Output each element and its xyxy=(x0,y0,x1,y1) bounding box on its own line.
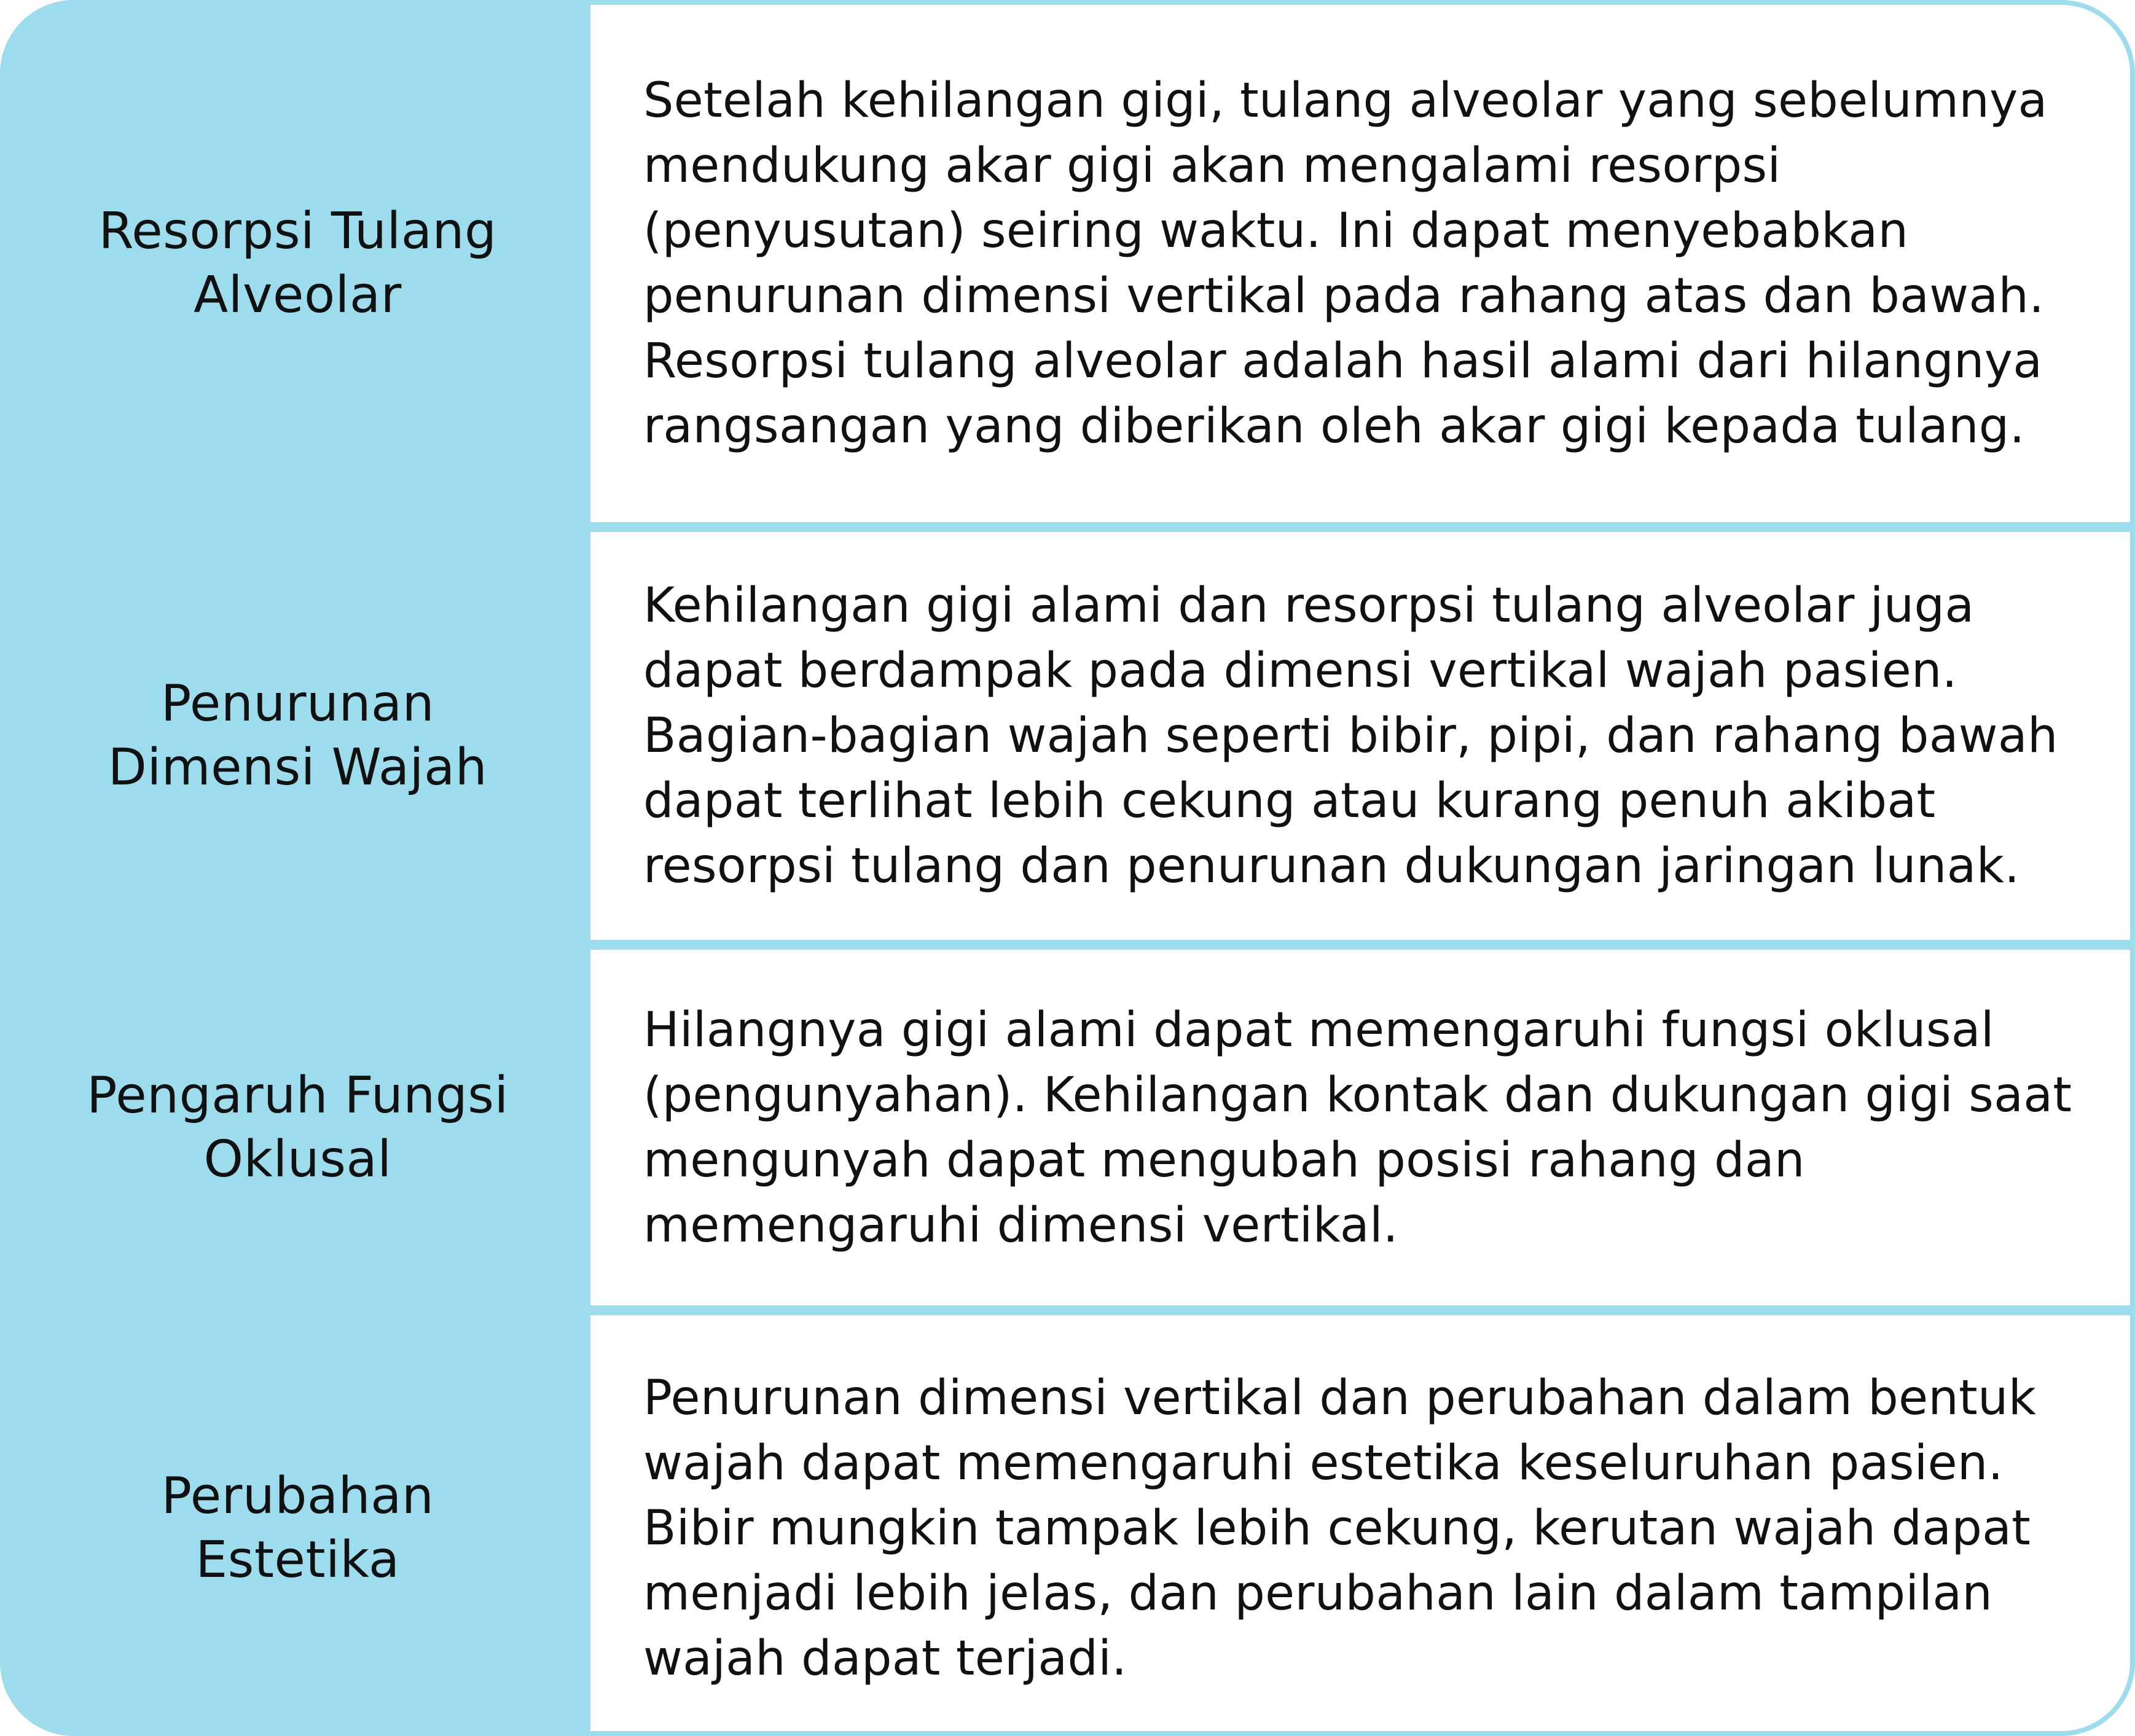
row-label: Penurunan Dimensi Wajah xyxy=(108,674,488,797)
table-row xyxy=(5,532,2130,940)
row-label: Pengaruh Fungsi Oklusal xyxy=(87,1066,509,1189)
row-label-cell xyxy=(5,532,590,940)
row-label-cell xyxy=(5,950,590,1305)
row-description: Setelah kehilangan gigi, tulang alveolar yang sebelumnya mendukung akar gigi akan mengalami resorpsi (penyusutan) seiring waktu. Ini dapat menyebabkan penurunan dimensi vertikal pada rahang atas dan bawah. Resorpsi tulang alveolar adalah hasil alami dari hilangnya rangsangan yang diberikan oleh akar gigi kepada tulang. xyxy=(643,73,2048,454)
row-description: Penurunan dimensi vertikal dan perubahan dalam bentuk wajah dapat memengaruhi estetika keseluruhan pasien. Bibir mungkin tampak lebih cekung, kerutan wajah dapat menjadi lebih jelas, dan perubahan lain dalam tampilan wajah dapat terjadi. xyxy=(643,1370,2037,1686)
table-row xyxy=(5,1315,2130,1736)
row-label-cell xyxy=(5,5,590,522)
row-label: Resorpsi Tulang Alveolar xyxy=(98,202,497,324)
row-description-cell xyxy=(590,950,2130,1305)
row-label-cell xyxy=(5,1315,590,1736)
table-row xyxy=(5,5,2130,522)
row-description: Hilangnya gigi alami dapat memengaruhi fungsi oklusal (pengunyahan). Kehilangan kontak dan dukungan gigi saat mengunyah dapat mengubah posisi rahang dan memengaruhi dimensi vertikal. xyxy=(643,1002,2072,1253)
row-label: Perubahan Estetika xyxy=(161,1466,434,1589)
row-description-cell xyxy=(590,5,2130,522)
row-description-cell xyxy=(590,532,2130,940)
table-row xyxy=(5,950,2130,1305)
row-description: Kehilangan gigi alami dan resorpsi tulang alveolar juga dapat berdampak pada dimensi vertikal wajah pasien. Bagian-bagian wajah seperti bibir, pipi, dan rahang bawah dapat terlihat lebih cekung atau kurang penuh akibat resorpsi tulang dan penurunan dukungan jaringan lunak. xyxy=(643,578,2058,894)
row-description-cell xyxy=(590,1315,2130,1736)
